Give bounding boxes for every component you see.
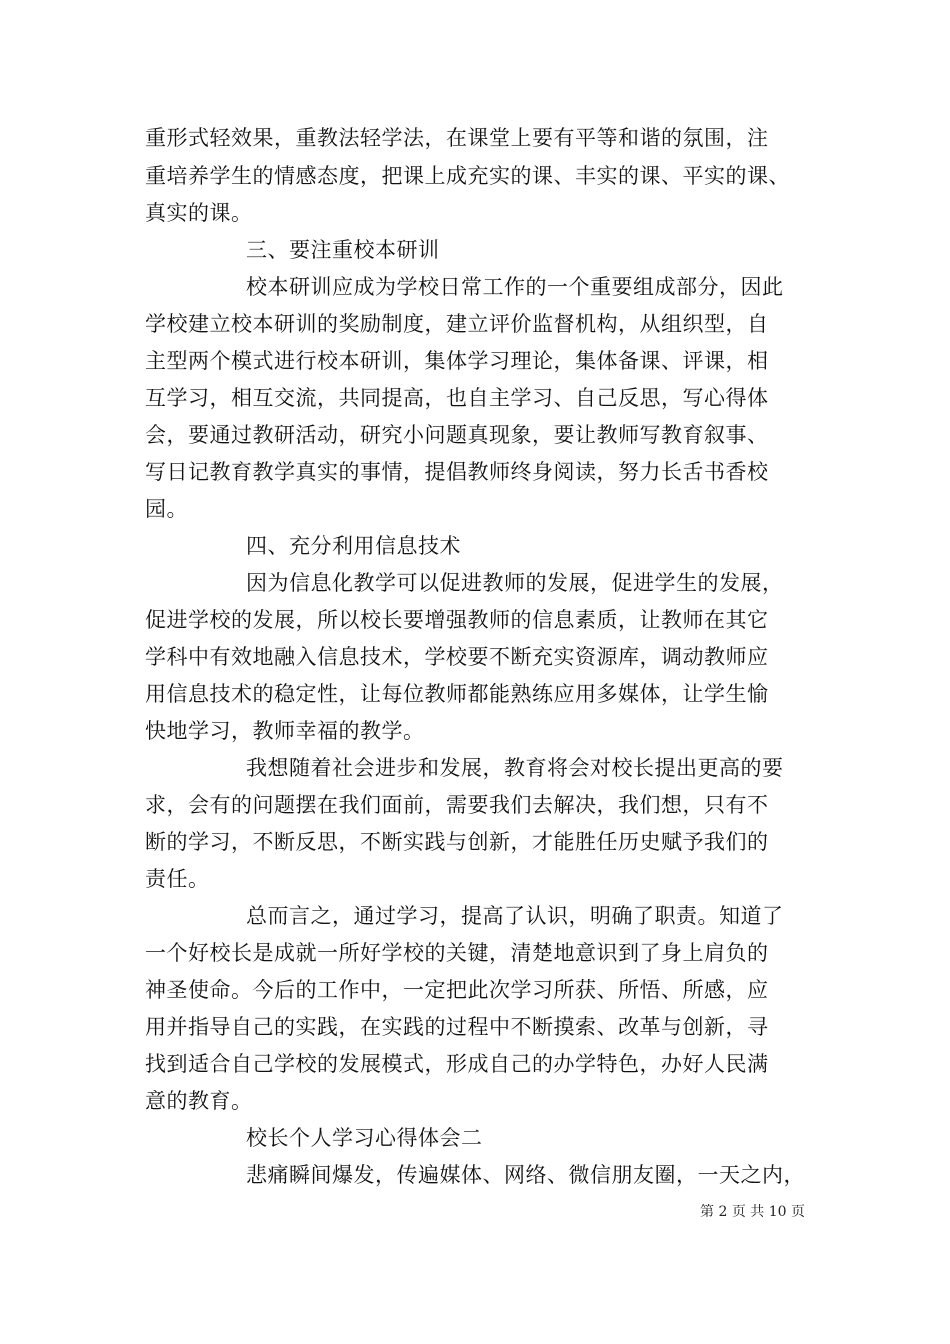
- text-line: 促进学校的发展，所以校长要增强教师的信息素质，让教师在其它: [145, 608, 769, 632]
- text-line: 会，要通过教研活动，研究小问题真现象，要让教师写教育叙事、: [145, 423, 769, 447]
- text-line: 真实的课。: [145, 201, 253, 225]
- text-line: 用信息技术的稳定性，让每位教师都能熟练应用多媒体，让学生愉: [145, 682, 769, 706]
- section-heading: 校长个人学习心得体会二: [246, 1126, 483, 1150]
- text-line: 主型两个模式进行校本研训，集体学习理论，集体备课、评课，相: [145, 349, 769, 373]
- text-line: 断的学习，不断反思，不断实践与创新，才能胜任历史赋予我们的: [145, 830, 769, 854]
- text-line: 我想随着社会进步和发展，教育将会对校长提出更高的要: [246, 756, 784, 780]
- text-line: 重培养学生的情感态度，把课上成充实的课、丰实的课、平实的课、: [145, 164, 790, 188]
- text-line: 写日记教育教学真实的事情，提倡教师终身阅读，努力长舌书香校: [145, 460, 769, 484]
- text-line: 找到适合自己学校的发展模式，形成自己的办学特色，办好人民满: [145, 1052, 769, 1076]
- text-line: 校本研训应成为学校日常工作的一个重要组成部分，因此: [246, 275, 784, 299]
- text-line: 悲痛瞬间爆发，传遍媒体、网络、微信朋友圈，一天之内，: [246, 1163, 805, 1187]
- page-number-footer: 第 2 页 共 10 页: [700, 1204, 805, 1220]
- text-line: 学校建立校本研训的奖励制度，建立评价监督机构，从组织型，自: [145, 312, 769, 336]
- text-line: 求，会有的问题摆在我们面前，需要我们去解决，我们想，只有不: [145, 793, 769, 817]
- text-line: 重形式轻效果，重教法轻学法，在课堂上要有平等和谐的氛围，注: [145, 126, 769, 150]
- text-line: 互学习，相互交流，共同提高，也自主学习、自己反思，写心得体: [145, 386, 769, 410]
- text-line: 总而言之，通过学习，提高了认识，明确了职责。知道了: [246, 904, 784, 928]
- section-heading: 四、充分利用信息技术: [246, 534, 461, 558]
- text-line: 园。: [145, 497, 188, 521]
- text-line: 意的教育。: [145, 1089, 253, 1113]
- text-line: 责任。: [145, 867, 210, 891]
- text-line: 一个好校长是成就一所好学校的关键，清楚地意识到了身上肩负的: [145, 941, 769, 965]
- text-line: 学科中有效地融入信息技术，学校要不断充实资源库，调动教师应: [145, 645, 769, 669]
- text-line: 用并指导自己的实践，在实践的过程中不断摸索、改革与创新，寻: [145, 1015, 769, 1039]
- text-line: 快地学习，教师幸福的教学。: [145, 719, 425, 743]
- text-line: 神圣使命。今后的工作中，一定把此次学习所获、所悟、所感，应: [145, 978, 769, 1002]
- text-line: 因为信息化教学可以促进教师的发展，促进学生的发展，: [246, 571, 784, 595]
- section-heading: 三、要注重校本研训: [246, 238, 440, 262]
